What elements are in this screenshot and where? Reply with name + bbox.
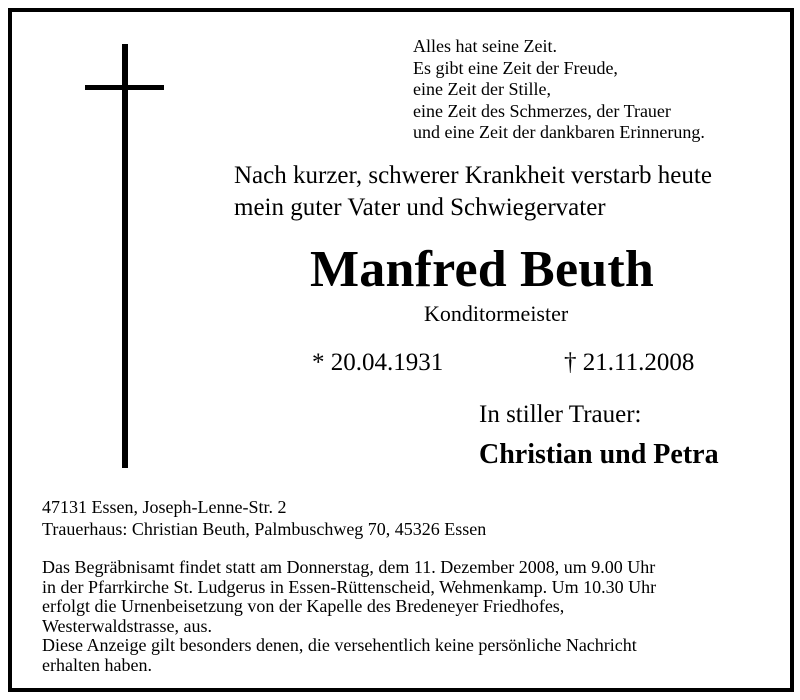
funeral-line: Westerwaldstrasse, aus. <box>42 615 212 636</box>
address-line: 47131 Essen, Joseph-Lenne-Str. 2 <box>42 497 287 517</box>
cross-icon-bar <box>85 85 164 90</box>
poem-line: eine Zeit der Stille, <box>413 79 551 99</box>
birth-date: * 20.04.1931 <box>312 349 444 376</box>
funeral-line: erhalten haben. <box>42 654 152 675</box>
funeral-line: in der Pfarrkirche St. Ludgerus in Essen-Rüttenscheid, Wehmenkamp. Um 10.30 Uhr <box>42 576 657 597</box>
mourner-names: Christian und Petra <box>479 439 719 470</box>
poem-line: und eine Zeit der dankbaren Erinnerung. <box>413 122 705 142</box>
address-line: Trauerhaus: Christian Beuth, Palmbuschweg 70, 45326 Essen <box>42 519 487 539</box>
poem-line: Es gibt eine Zeit der Freude, <box>413 57 618 78</box>
poem <box>413 36 705 144</box>
intro-line: mein guter Vater und Schwiegervater <box>234 194 606 221</box>
obituary-notice <box>8 8 794 692</box>
death-date: † 21.11.2008 <box>564 349 695 376</box>
deceased-profession: Konditormeister <box>424 301 569 326</box>
cross-icon <box>122 44 128 468</box>
poem-line: eine Zeit des Schmerzes, der Trauer <box>413 100 671 121</box>
intro-line: Nach kurzer, schwerer Krankheit verstarb heute <box>234 162 712 189</box>
funeral-line: Das Begräbnisamt findet statt am Donnerstag, dem 11. Dezember 2008, um 9.00 Uhr <box>42 557 656 577</box>
poem-line: Alles hat seine Zeit. <box>413 36 557 56</box>
funeral-line: Diese Anzeige gilt besonders denen, die versehentlich keine persönliche Nachricht <box>42 635 637 656</box>
address-block <box>42 496 486 540</box>
funeral-details <box>42 558 656 676</box>
deceased-name: Manfred Beuth <box>310 241 654 298</box>
intro-text <box>234 160 712 224</box>
mourning-label: In stiller Trauer: <box>479 401 642 428</box>
funeral-line: erfolgt die Urnenbeisetzung von der Kapelle des Bredeneyer Friedhofes, <box>42 596 565 617</box>
